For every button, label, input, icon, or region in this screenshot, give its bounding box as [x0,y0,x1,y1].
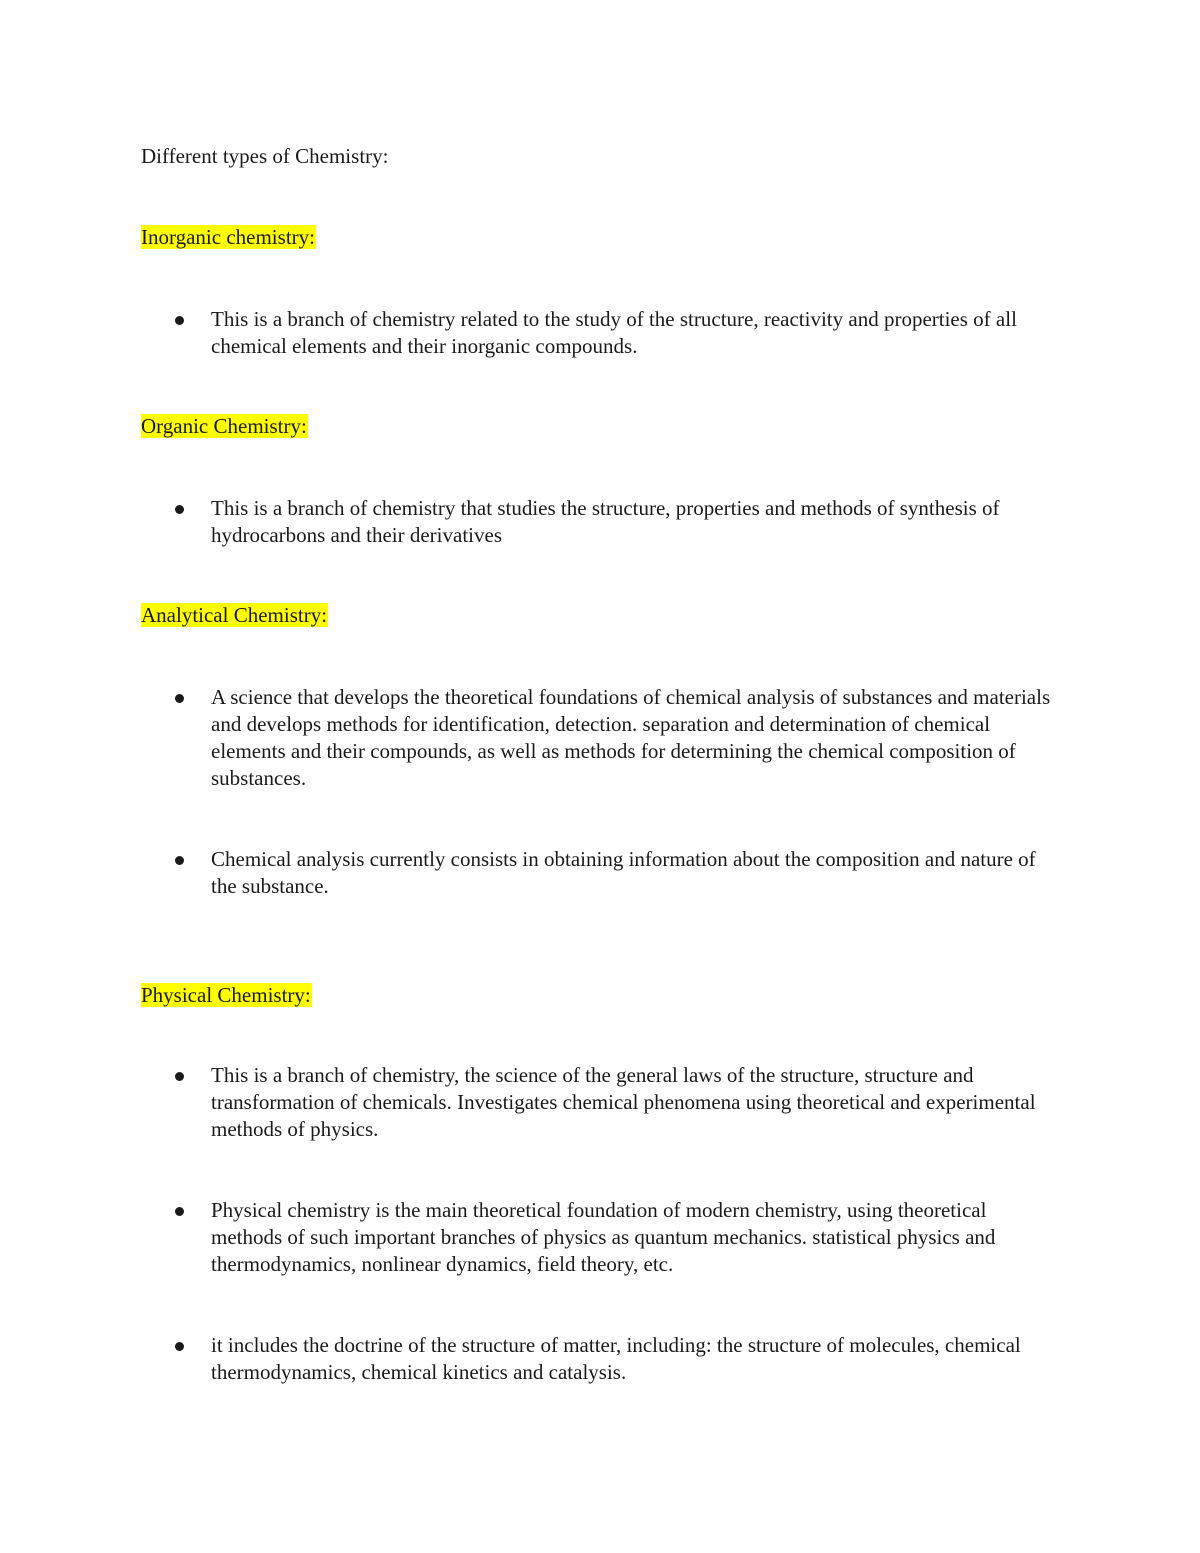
document-title: Different types of Chemistry: [141,144,389,168]
list-item-text: This is a branch of chemistry, the science of the general laws of the structure, structure and transformation of chemicals. Investigates chemical phenomena using theoretical and experimental methods of physics. [211,1063,1036,1141]
list-item-text: A science that develops the theoretical foundations of chemical analysis of substances and materials and develops methods for identification, detection. separation and determination of chemical elements and their compounds, as well as methods for determining the chemical composition of substances. [211,685,1051,790]
list-item-text: Chemical analysis currently consists in obtaining information about the composition and nature of the substance. [211,847,1036,898]
section-heading-inorganic [141,224,316,251]
bullet-icon [175,1207,184,1216]
section-heading-organic [141,413,308,440]
bullet-icon [175,856,184,865]
heading-highlight: Analytical Chemistry: [141,603,328,627]
bullet-icon [175,694,184,703]
heading-highlight: Organic Chemistry: [141,414,307,438]
list-item-text: This is a branch of chemistry that studies the structure, properties and methods of synthesis of hydrocarbons and their derivatives [211,496,1000,547]
list-item-text: Physical chemistry is the main theoretical foundation of modern chemistry, using theoretical methods of such important branches of physics as quantum mechanics. statistical physics and thermodynamics, nonlinear dynamics, field theory, etc. [211,1198,996,1276]
section-heading-analytical [141,602,328,629]
list-item-text: This is a branch of chemistry related to the study of the structure, reactivity and properties of all chemical elements and their inorganic compounds. [211,307,1017,358]
bullet-icon [175,316,184,325]
bullet-icon [175,1342,184,1351]
bullet-icon [175,505,184,514]
section-heading-physical [141,982,312,1009]
heading-highlight: Physical Chemistry: [141,983,311,1007]
heading-highlight: Inorganic chemistry: [141,225,315,249]
bullet-icon [175,1072,184,1081]
list-item-text: it includes the doctrine of the structure of matter, including: the structure of molecules, chemical thermodynamics, chemical kinetics and catalysis. [211,1333,1021,1384]
